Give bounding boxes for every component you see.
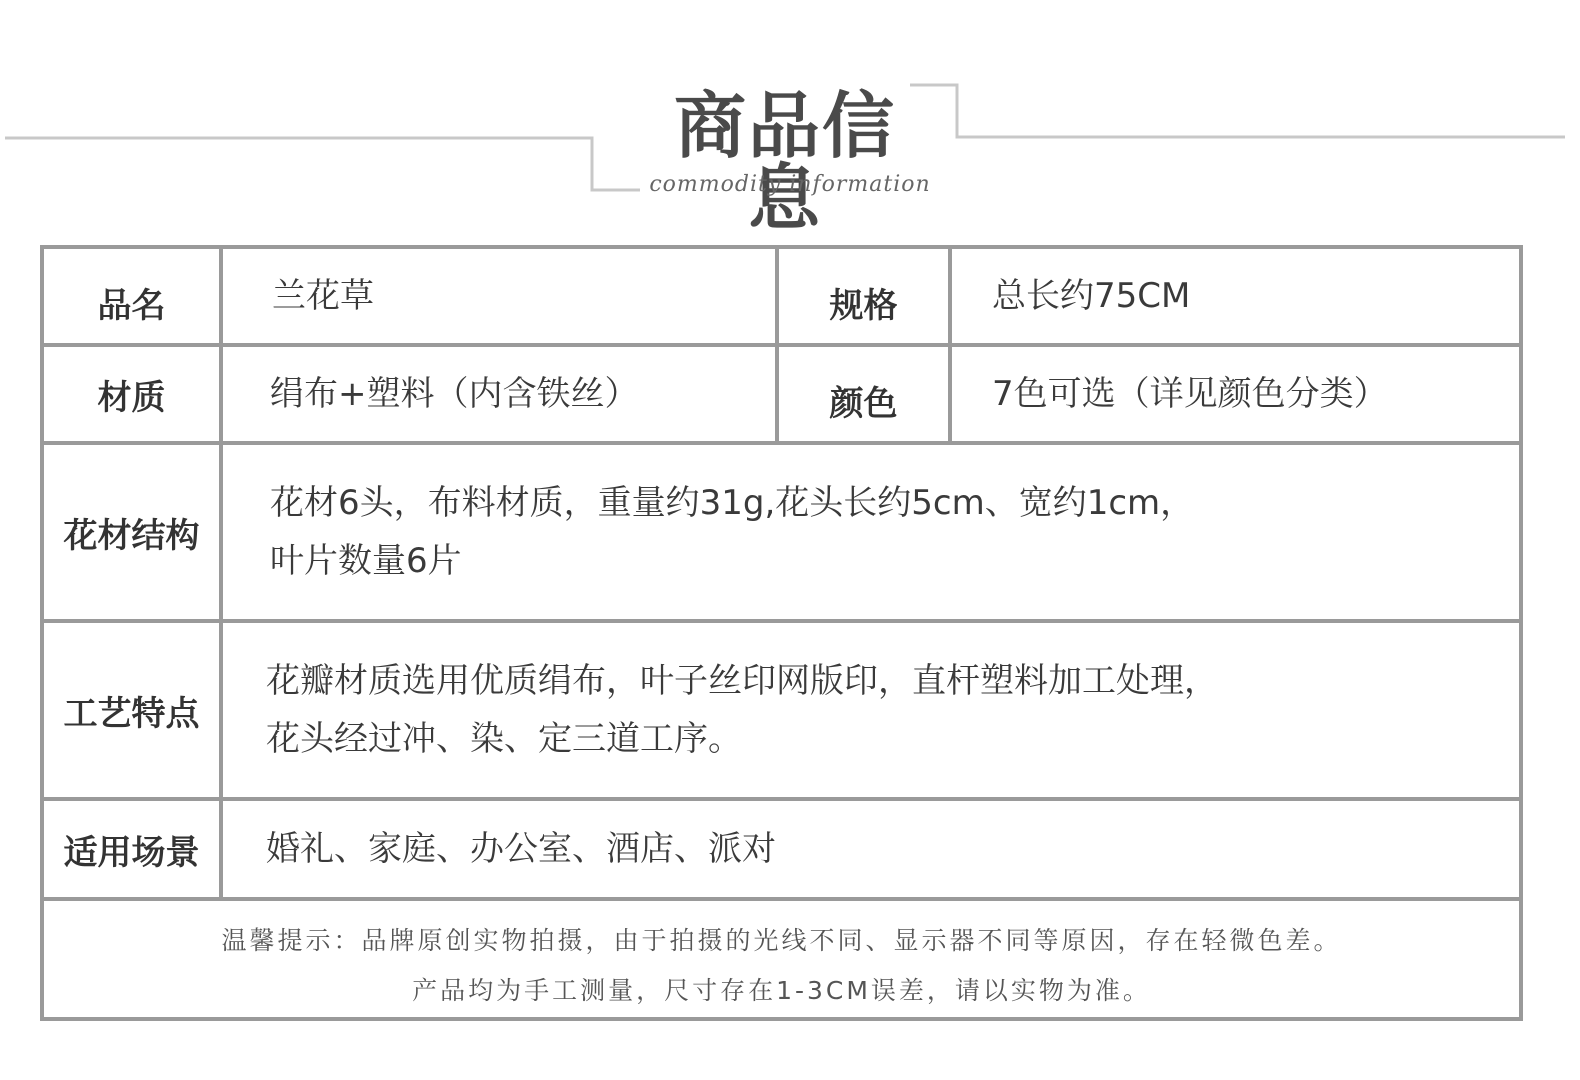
craft-line-1: 花瓣材质选用优质绢布，叶子丝印网版印，直杆塑料加工处理， (266, 661, 1218, 701)
product-info-table (40, 245, 1523, 1021)
notice-line-2: 产品均为手工测量，尺寸存在1-3CM误差，请以实物为准。 (412, 976, 1151, 1005)
header-left-line (5, 138, 640, 190)
row-divider (44, 897, 1519, 901)
craft-line-2: 花头经过冲、染、定三道工序。 (266, 719, 742, 759)
value-name: 兰花草 (272, 276, 374, 316)
label-material: 材质 (97, 377, 166, 418)
value-material: 绢布+塑料（内含铁丝） (270, 374, 639, 414)
value-color: 7色可选（详见颜色分类） (992, 374, 1388, 414)
label-color: 颜色 (829, 383, 898, 424)
column-divider (948, 249, 952, 441)
value-structure (270, 445, 1510, 619)
page-subtitle: commodity information (649, 172, 931, 197)
column-divider (219, 249, 223, 897)
value-spec: 总长约75CM (992, 276, 1191, 316)
value-craft (266, 623, 1506, 797)
structure-line-1: 花材6头，布料材质，重量约31g,花头长约5cm、宽约1cm， (270, 483, 1195, 523)
label-scenes: 适用场景 (63, 832, 200, 873)
value-scenes: 婚礼、家庭、办公室、酒店、派对 (266, 829, 776, 869)
page-title: 商品信息 (673, 84, 896, 240)
notice-line-1: 温馨提示：品牌原创实物拍摄，由于拍摄的光线不同、显示器不同等原因，存在轻微色差。 (221, 926, 1342, 955)
structure-line-2: 叶片数量6片 (270, 541, 462, 581)
header-right-line (910, 85, 1565, 137)
label-craft: 工艺特点 (63, 693, 200, 734)
label-structure: 花材结构 (63, 515, 200, 556)
label-spec: 规格 (829, 285, 898, 326)
label-name: 品名 (97, 285, 166, 326)
